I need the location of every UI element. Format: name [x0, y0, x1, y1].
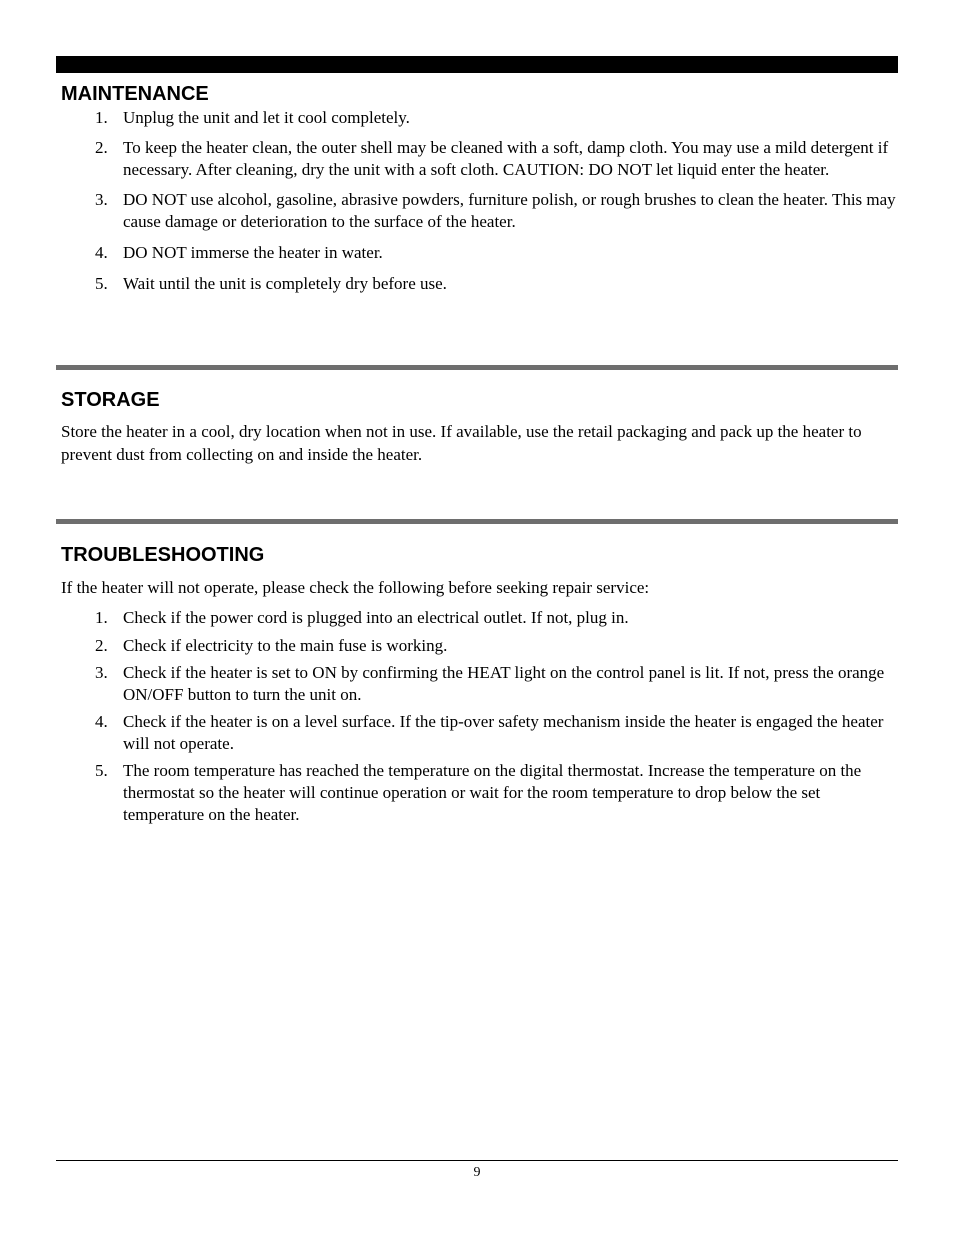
- list-item: [0, 273, 898, 295]
- list-item: [0, 107, 898, 129]
- list-item-text: DO NOT immerse the heater in water.: [123, 243, 383, 262]
- list-number: 3.: [95, 190, 108, 209]
- list-item-text: Check if the power cord is plugged into an electrical outlet. If not, plug in.: [123, 608, 629, 627]
- list-item: [0, 711, 898, 755]
- storage-text: Store the heater in a cool, dry location when not in use. If available, use the retail packaging and pack up the heater to prevent dust from collecting on and inside the heater.: [61, 422, 862, 464]
- list-item: [0, 137, 898, 181]
- troubleshooting-heading: TROUBLESHOOTING: [61, 544, 265, 566]
- list-item: [0, 607, 898, 629]
- list-number: 5.: [95, 761, 108, 780]
- section-divider: [56, 365, 898, 370]
- maintenance-list: [0, 107, 898, 295]
- list-item: [0, 662, 898, 706]
- list-item-text: DO NOT use alcohol, gasoline, abrasive powders, furniture polish, or rough brushes to clean the heater. This may cause damage or deterioration to the surface of the heater.: [123, 190, 896, 231]
- list-number: 1.: [95, 608, 108, 627]
- list-number: 5.: [95, 274, 108, 293]
- list-number: 2.: [95, 636, 108, 655]
- troubleshooting-list: [0, 607, 898, 826]
- footer-rule: [56, 1160, 898, 1161]
- list-number: 3.: [95, 663, 108, 682]
- list-item-text: Wait until the unit is completely dry before use.: [123, 274, 447, 293]
- list-item-text: To keep the heater clean, the outer shell may be cleaned with a soft, damp cloth. You may use a mild detergent if necessary. After cleaning, dry the unit with a soft cloth. CAUTION: DO NOT let liquid enter the heater.: [123, 138, 889, 179]
- list-item-text: Check if the heater is on a level surface. If the tip-over safety mechanism inside the heater is engaged the heater will not operate.: [123, 712, 884, 753]
- list-item-text: Unplug the unit and let it cool completely.: [123, 108, 410, 127]
- storage-heading: STORAGE: [61, 389, 160, 411]
- list-number: 2.: [95, 138, 108, 157]
- list-number: 1.: [95, 108, 108, 127]
- troubleshooting-intro: If the heater will not operate, please check the following before seeking repair service:: [61, 578, 650, 597]
- list-item: [0, 760, 898, 826]
- page-number: 9: [473, 1165, 481, 1180]
- list-item-text: The room temperature has reached the temperature on the digital thermostat. Increase the temperature on the thermostat so the heater will continue operation or wait for the room temperature to drop below the set temperature on the heater.: [123, 761, 862, 824]
- list-item: [0, 242, 898, 264]
- maintenance-heading: MAINTENANCE: [61, 83, 209, 105]
- list-number: 4.: [95, 243, 108, 262]
- list-item: [0, 635, 898, 657]
- list-item: [0, 189, 898, 233]
- list-number: 4.: [95, 712, 108, 731]
- section-divider: [56, 519, 898, 524]
- list-item-text: Check if electricity to the main fuse is working.: [123, 636, 448, 655]
- top-divider-bar: [56, 56, 898, 73]
- list-item-text: Check if the heater is set to ON by confirming the HEAT light on the control panel is lit. If not, press the orange ON/OFF button to turn the unit on.: [123, 663, 885, 704]
